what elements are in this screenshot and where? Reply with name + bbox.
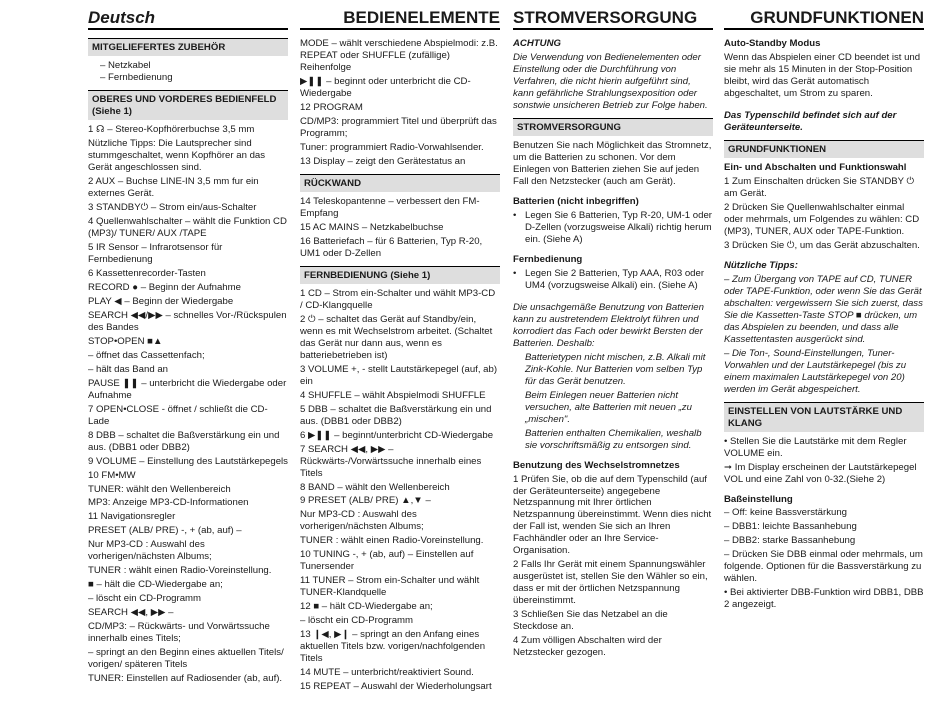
- list-item: TUNER : wählt einen Radio-Voreinstellung.: [300, 535, 484, 547]
- list-item: 14 Teleskopantenne – verbessert den FM-Empfang: [300, 195, 480, 219]
- list-item: 2 Falls Ihr Gerät mit einem Spannungswähler ausgerüstet ist, stellen Sie den Wähler so ein, dass er mit der örtlichen Netzspannung übereinstimmt.: [513, 559, 708, 607]
- list-item: 9 VOLUME – Einstellung des Lautstärkepegels: [88, 455, 288, 467]
- column-header: [88, 8, 288, 30]
- list-item: 3 VOLUME +, - stellt Lautstärkepegel (auf, ab) ein: [300, 363, 498, 387]
- list-item: Nur MP3-CD : Auswahl des vorherigen/nächsten Albums;: [88, 539, 212, 563]
- bass-list: [724, 507, 924, 611]
- accessory-item: – Netzkabel: [100, 59, 151, 71]
- list-item: 2 ⏻ – schaltet das Gerät auf Standby/ein, wenn es mit Wechselstrom arbeitet. (Schaltet das Gerät nur dann aus, wenn es batteriebetrieben ist): [300, 313, 493, 361]
- list-item: 14 MUTE – unterbricht/reaktiviert Sound.: [300, 667, 474, 679]
- batteries-item: • Legen Sie 6 Batterien, Typ R-20, UM-1 oder D-Zellen (vorzugsweise Alkali) richtig herum ein. (Siehe A): [513, 209, 713, 245]
- section-back-panel: RÜCKWAND: [300, 174, 500, 192]
- volume-list: [724, 436, 924, 486]
- accessory-item: – Fernbedienung: [100, 71, 173, 83]
- type-plate-note: Das Typenschild befindet sich auf der Geräteunterseite.: [724, 109, 897, 133]
- list-item: PAUSE ❚❚ – unterbricht die Wiedergabe oder Aufnahme: [88, 377, 287, 401]
- mains-steps: [513, 474, 713, 660]
- section-accessories: MITGELIEFERTES ZUBEHÖR: [88, 38, 288, 56]
- list-item: 5 IR Sensor – Infrarotsensor für Fernbedienung: [88, 241, 223, 265]
- list-item: Batterien enthalten Chemikalien, weshalb sie vorschriftsmäßig zu entsorgen sind.: [525, 427, 702, 451]
- list-item: 3 STANDBY⏻ – Strom ein/aus-Schalter: [88, 201, 257, 213]
- list-item: ▶❚❚ – beginnt oder unterbricht die CD-Wiedergabe: [300, 75, 471, 99]
- list-item: • Stellen Sie die Lautstärke mit dem Regler VOLUME ein.: [724, 435, 907, 459]
- list-item: CD/MP3: – Rückwärts- und Vorwärtssuche innerhalb eines Titels;: [88, 621, 270, 645]
- list-item: – Die Ton-, Sound-Einstellungen, Tuner-Vorwahlen und der Lautstärkepegel (bis zu einem maximalen Lautstärkepegel von 20) werden im Gerät abgespeichert.: [724, 347, 907, 395]
- list-item: 1 Prüfen Sie, ob die auf dem Typenschild (auf der Geräteunterseite) angegebene Netzspannung mit Ihrer örtlichen Netzspannung übereinstimmt. Wenn dies nicht der Fall ist, wenden Sie sich an Ihren Fachhändler oder an Ihre Service-Organisation.: [513, 473, 712, 557]
- list-item: • Bei aktivierter DBB-Funktion wird DBB1, DBB 2 angezeigt.: [724, 587, 924, 611]
- column-power: [513, 8, 713, 661]
- power-select-steps: [724, 176, 924, 252]
- tips-title: Nützliche Tipps:: [724, 259, 798, 271]
- list-item: – springt an den Beginn eines aktuellen Titels/ vorigen/ späteren Titels: [88, 647, 284, 671]
- list-item: MODE – wählt verschiedene Abspielmodi: z.B. REPEAT oder SHUFFLE (zufällige) Reihenfolge: [300, 38, 498, 73]
- list-item: Nützliche Tipps: Die Lautsprecher sind stummgeschaltet, wenn Kopfhörer an das Gerät angeschlossen sind.: [88, 137, 266, 173]
- list-item: 13 Display – zeigt den Gerätestatus an: [300, 155, 466, 167]
- list-item: 1 Zum Einschalten drücken Sie STANDBY ⏻ am Gerät.: [724, 175, 915, 199]
- section-basic-functions: GRUNDFUNKTIONEN: [724, 140, 924, 158]
- list-item: 12 ■ – hält CD-Wiedergabe an;: [300, 601, 433, 613]
- tips-list: [724, 274, 924, 396]
- column-header: [513, 8, 713, 30]
- section-volume-sound: EINSTELLEN VON LAUTSTÄRKE UND KLANG: [724, 402, 924, 432]
- list-item: 6 Kassettenrecorder-Tasten: [88, 267, 206, 279]
- list-item: PRESET (ALB/ PRE) -, + (ab, auf) –: [88, 525, 242, 537]
- battery-warning: Die unsachgemäße Benutzung von Batterien kann zu austretendem Elektrolyt führen und korrodiert das Fach oder bewirkt Bersten der Batterien. Deshalb:: [513, 301, 704, 349]
- list-item: 8 DBB – schaltet die Baßverstärkung ein und aus. (DBB1 oder DBB2): [88, 429, 280, 453]
- power-intro: Benutzen Sie nach Möglichkeit das Stromnetz, um die Batterien zu schonen. Vor dem Einlegen von Batterien ziehen Sie auf jeden Fall den Netzstecker (auch am Gerät).: [513, 139, 712, 187]
- list-item: 10 FM•MW: [88, 469, 136, 481]
- list-item: Nur MP3-CD : Auswahl des vorherigen/nächsten Albums;: [300, 509, 424, 533]
- list-item: 3 Schließen Sie das Netzabel an die Steckdose an.: [513, 609, 668, 633]
- power-select-title: Ein- und Abschalten und Funktionswahl: [724, 161, 907, 173]
- list-item: Beim Einlegen neuer Batterien nicht versuchen, alte Batterien mit neuen „zu „mischen".: [525, 389, 692, 425]
- warning-title: ACHTUNG: [513, 38, 561, 49]
- section-header-grundfunktionen: GRUNDFUNKTIONEN: [750, 8, 924, 27]
- list-item: – Zum Übergang von TAPE auf CD, TUNER oder TAPE-Funktion, oder wenn Sie das Gerät abschalten: vergewissern Sie sich zuerst, dass Sie die Kassetten-Taste STOP ■ drücken, um das Abspielen zu beenden, und dass alle Kassettentasten ausgerückt sind.: [724, 273, 923, 345]
- bass-title: Baßeinstellung: [724, 493, 793, 505]
- warning-text: Die Verwendung von Bedienelementen oder Einstellung oder die Durchführung von Verfahren, die nicht hierin aufgeführt sind, kann gefährliche Strahlungsexposition oder sonstwie unsicheren Betrieb zur Folge haben.: [513, 51, 708, 111]
- list-item: 6 ▶❚❚ – beginnt/unterbricht CD-Wiedergabe: [300, 429, 494, 441]
- list-item: 7 SEARCH ◀◀, ▶▶ – Rückwärts-/Vorwärtssuche innerhalb eines Titels: [300, 443, 482, 479]
- list-item: – Off: keine Bassverstärkung: [724, 507, 848, 519]
- section-top-front-panel: OBERES UND VORDERES BEDIENFELD (Siehe 1): [88, 90, 288, 120]
- list-item: 15 AC MAINS – Netzkabelbuchse: [300, 221, 444, 233]
- list-item: 4 Zum völligen Abschalten wird der Netzstecker gezogen.: [513, 635, 662, 659]
- list-item: 4 SHUFFLE – wählt Abspielmodi SHUFFLE: [300, 389, 486, 401]
- column-header: [724, 8, 924, 30]
- list-item: MP3: Anzeige MP3-CD-Informationen: [88, 497, 249, 509]
- section-header-bedienelemente: BEDIENELEMENTE: [343, 8, 500, 27]
- remote-batteries-item: • Legen Sie 2 Batterien, Typ AAA, R03 oder UM4 (vorzugsweise Alkali) ein. (Siehe A): [513, 267, 705, 291]
- list-item: TUNER : wählt einen Radio-Voreinstellung.: [88, 565, 272, 577]
- list-item: 5 DBB – schaltet die Baßverstärkung ein und aus. (DBB1 oder DBB2): [300, 403, 492, 427]
- list-item: Tuner: programmiert Radio-Vorwahlsender.: [300, 141, 484, 153]
- list-item: PLAY ◀ – Beginn der Wiedergabe: [88, 295, 234, 307]
- list-item: Batterietypen nicht mischen, z.B. Alkali mit Zink-Kohle. Nur Batterien vom selben Typ für das Gerät benutzen.: [525, 351, 706, 387]
- list-item: ■ – hält die CD-Wiedergabe an;: [88, 579, 223, 591]
- column-controls-1: [88, 8, 288, 687]
- battery-warning-list: [513, 352, 713, 452]
- list-item: 16 Batteriefach – für 6 Batterien, Typ R-20, UM1 oder D-Zellen: [300, 235, 483, 259]
- section-remote-control: FERNBEDIENUNG (Siehe 1): [300, 266, 500, 284]
- list-item: STOP•OPEN ■▲: [88, 335, 163, 347]
- auto-standby-text: Wenn das Abspielen einer CD beendet ist und sie mehr als 15 Minuten in der Stop-Position bleibt, wird das Gerät automatisch abgeschaltet, um Strom zu sparen.: [724, 51, 921, 99]
- list-item: ➞ Im Display erscheinen der Lautstärkepegel VOL und eine Zahl von 0-32.(Siehe 2): [724, 461, 917, 485]
- panel-list-continued: [300, 38, 500, 168]
- list-item: – öffnet das Cassettenfach;: [88, 349, 205, 361]
- batteries-title: Batterien (nicht inbegriffen): [513, 195, 639, 207]
- column-basic-functions: [724, 8, 924, 613]
- back-panel-list: [300, 196, 500, 260]
- list-item: 4 Quellenwahlschalter – wählt die Funktion CD (MP3)/ TUNER/ AUX /TAPE: [88, 215, 287, 239]
- list-item: 11 Navigationsregler: [88, 511, 176, 523]
- list-item: CD/MP3: programmiert Titel und überprüft das Programm;: [300, 115, 497, 139]
- list-item: SEARCH ◀◀, ▶▶ –: [88, 607, 174, 619]
- list-item: 2 Drücken Sie Quellenwahlschalter einmal oder mehrmals, um Folgendes zu wählen: CD (MP3), TUNER, AUX oder TAPE-Funktion.: [724, 201, 920, 237]
- column-header: [300, 8, 500, 30]
- list-item: 10 TUNING -, + (ab, auf) – Einstellen auf Tunersender: [300, 549, 474, 573]
- list-item: 1 ☊ – Stereo-Kopfhörerbuchse 3,5 mm: [88, 123, 255, 135]
- remote-batteries-title: Fernbedienung: [513, 253, 583, 265]
- list-item: RECORD ● – Beginn der Aufnahme: [88, 281, 241, 293]
- list-item: 1 CD – Strom ein-Schalter und wählt MP3-CD / CD-Klangquelle: [300, 287, 496, 311]
- list-item: 8 BAND – wählt den Wellenbereich: [300, 481, 450, 493]
- section-header-stromversorgung: STROMVERSORGUNG: [513, 8, 698, 27]
- list-item: 12 PROGRAM: [300, 101, 363, 113]
- list-item: TUNER: wählt den Wellenbereich: [88, 483, 231, 495]
- top-front-panel-list: [88, 124, 288, 685]
- list-item: – löscht ein CD-Programm: [300, 615, 414, 627]
- list-item: – hält das Band an: [88, 363, 169, 375]
- list-item: 13 ❙◀, ▶❙ – springt an den Anfang eines aktuellen Titels bzw. vorigen/nachfolgenden Titels: [300, 629, 486, 665]
- auto-standby-title: Auto-Standby Modus: [724, 38, 821, 49]
- list-item: SEARCH ◀◀/▶▶ – schnelles Vor-/Rückspulen des Bandes: [88, 309, 287, 333]
- list-item: – DBB1: leichte Bassanhebung: [724, 521, 857, 533]
- section-power-supply: STROMVERSORGUNG: [513, 118, 713, 136]
- list-item: – Drücken Sie DBB einmal oder mehrmals, um folgende. Optionen für die Bassverstärkung zu wählen.: [724, 549, 923, 585]
- list-item: – löscht ein CD-Programm: [88, 593, 202, 605]
- column-controls-2: [300, 8, 500, 695]
- list-item: 9 PRESET (ALB/ PRE) ▲,▼ –: [300, 495, 431, 507]
- list-item: 2 AUX – Buchse LINE-IN 3,5 mm fur ein externes Gerät.: [88, 175, 259, 199]
- remote-control-list: [300, 288, 500, 694]
- list-item: 7 OPEN•CLOSE - öffnet / schließt die CD-Lade: [88, 403, 268, 427]
- mains-title: Benutzung des Wechselstromnetzes: [513, 459, 680, 471]
- list-item: 3 Drücken Sie ⏻, um das Gerät abzuschalten.: [724, 239, 920, 251]
- list-item: 15 REPEAT – Auswahl der Wiederholungsart: [300, 681, 492, 693]
- list-item: TUNER: Einstellen auf Radiosender (ab, auf).: [88, 673, 283, 685]
- list-item: – DBB2: starke Bassanhebung: [724, 535, 856, 547]
- language-title: Deutsch: [88, 8, 156, 27]
- list-item: 11 TUNER – Strom ein-Schalter und wählt TUNER-Klandquelle: [300, 575, 480, 599]
